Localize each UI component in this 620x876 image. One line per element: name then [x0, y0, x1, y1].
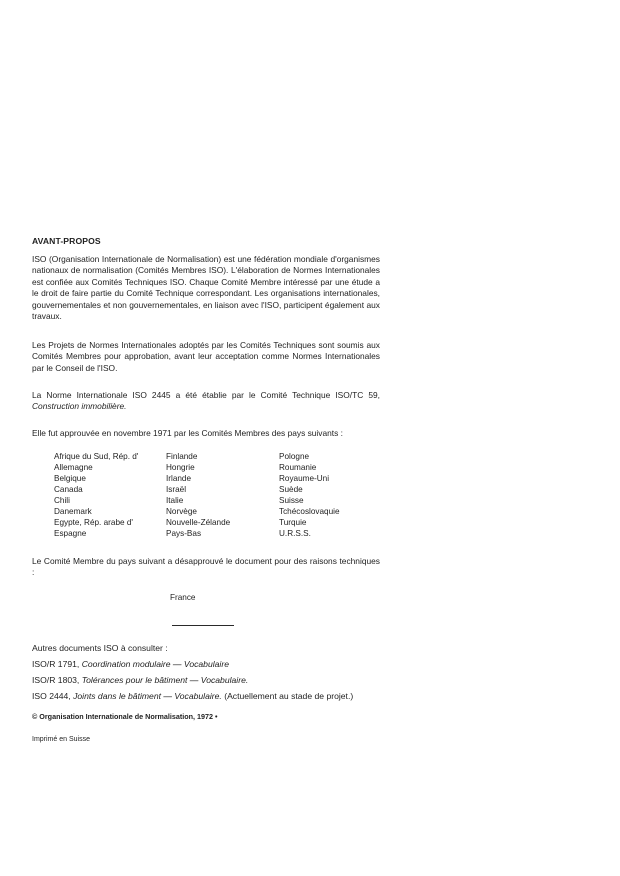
document-title: Tolérances pour le bâtiment — Vocabulaire. — [81, 675, 249, 685]
documents-intro: Autres documents ISO à consulter : — [32, 643, 168, 653]
document-item — [32, 656, 412, 672]
country-column-1 — [54, 451, 174, 539]
paragraph-text: Les Projets de Normes Internationales adoptés par les Comités Techniques sont soumis aux Comités Membres pour approbation, avant leur acceptation comme Normes Internationales par le Conseil de l'ISO. — [32, 340, 380, 373]
country-item: Suède — [279, 485, 303, 494]
document-code: ISO 2444, — [32, 691, 74, 701]
paragraph-text: ISO (Organisation Internationale de Normalisation) est une fédération mondiale d'organismes nationaux de normalisation (Comités Membres ISO). L'élaboration de Normes Internationales est confiée aux Comités Techniques ISO. Chaque Comité Membre intéressé par une étude a le droit de faire partie du Comité Technique correspondant. Les organisations internationales, gouvernementales et non gouvernementales, en liaison avec l'ISO, participent également aux travaux. — [32, 254, 380, 322]
paragraph-norm — [32, 390, 380, 413]
country-item: Hongrie — [166, 463, 195, 472]
country-item: Tchécoslovaquie — [279, 507, 340, 516]
document-code: ISO/R 1803, — [32, 675, 82, 685]
divider-rule — [172, 625, 234, 626]
document-code: ISO/R 1791, — [32, 659, 82, 669]
country-item: Canada — [54, 485, 83, 494]
country-item: Egypte, Rép. arabe d' — [54, 518, 133, 527]
document-title: Coordination modulaire — Vocabulaire — [81, 659, 229, 669]
country-item: Irlande — [166, 474, 192, 483]
country-item: U.R.S.S. — [279, 529, 311, 538]
country-item: Royaume-Uni — [279, 474, 330, 483]
paragraph-approval — [32, 428, 380, 439]
paragraph-text — [32, 390, 380, 413]
disapproving-country: France — [170, 593, 196, 602]
country-item: Israël — [166, 485, 187, 494]
country-item: Suisse — [279, 496, 304, 505]
section-heading: AVANT-PROPOS — [32, 236, 101, 246]
country-item: Nouvelle-Zélande — [166, 518, 231, 527]
country-column-2 — [166, 451, 286, 539]
norm-text: La Norme Internationale ISO 2445 a été établie par le Comité Technique ISO/TC 59, — [32, 390, 380, 400]
country-item: Pays-Bas — [166, 529, 202, 538]
printed-in: Imprimé en Suisse — [32, 736, 90, 743]
country-item: Espagne — [54, 529, 87, 538]
related-documents — [32, 640, 412, 704]
country-column-3 — [279, 451, 399, 539]
copyright-line: © Organisation Internationale de Normalisation, 1972 • — [32, 712, 218, 721]
document-title: Joints dans le bâtiment — Vocabulaire. — [73, 691, 222, 701]
country-item: Belgique — [54, 474, 86, 483]
country-item: Roumanie — [279, 463, 317, 472]
paragraph-disapproval — [32, 556, 380, 579]
country-item: Allemagne — [54, 463, 93, 472]
document-note: (Actuellement au stade de projet.) — [221, 691, 354, 701]
country-item: Pologne — [279, 452, 310, 461]
paragraph-text: Le Comité Membre du pays suivant a désapprouvé le document pour des raisons techniques : — [32, 556, 380, 578]
country-item: Chili — [54, 496, 70, 505]
country-item: Turquie — [279, 518, 307, 527]
document-item — [32, 688, 412, 704]
paragraph-text: Elle fut approuvée en novembre 1971 par les Comités Membres des pays suivants : — [32, 428, 343, 438]
country-item: Norvège — [166, 507, 197, 516]
committee-title: Construction immobilière. — [32, 401, 127, 412]
country-item: Danemark — [54, 507, 92, 516]
country-item: Italie — [166, 496, 184, 505]
country-item: Afrique du Sud, Rép. d' — [54, 452, 139, 461]
country-item: Finlande — [166, 452, 198, 461]
paragraph-iso-intro — [32, 254, 380, 322]
document-item — [32, 672, 412, 688]
paragraph-projects — [32, 340, 380, 374]
